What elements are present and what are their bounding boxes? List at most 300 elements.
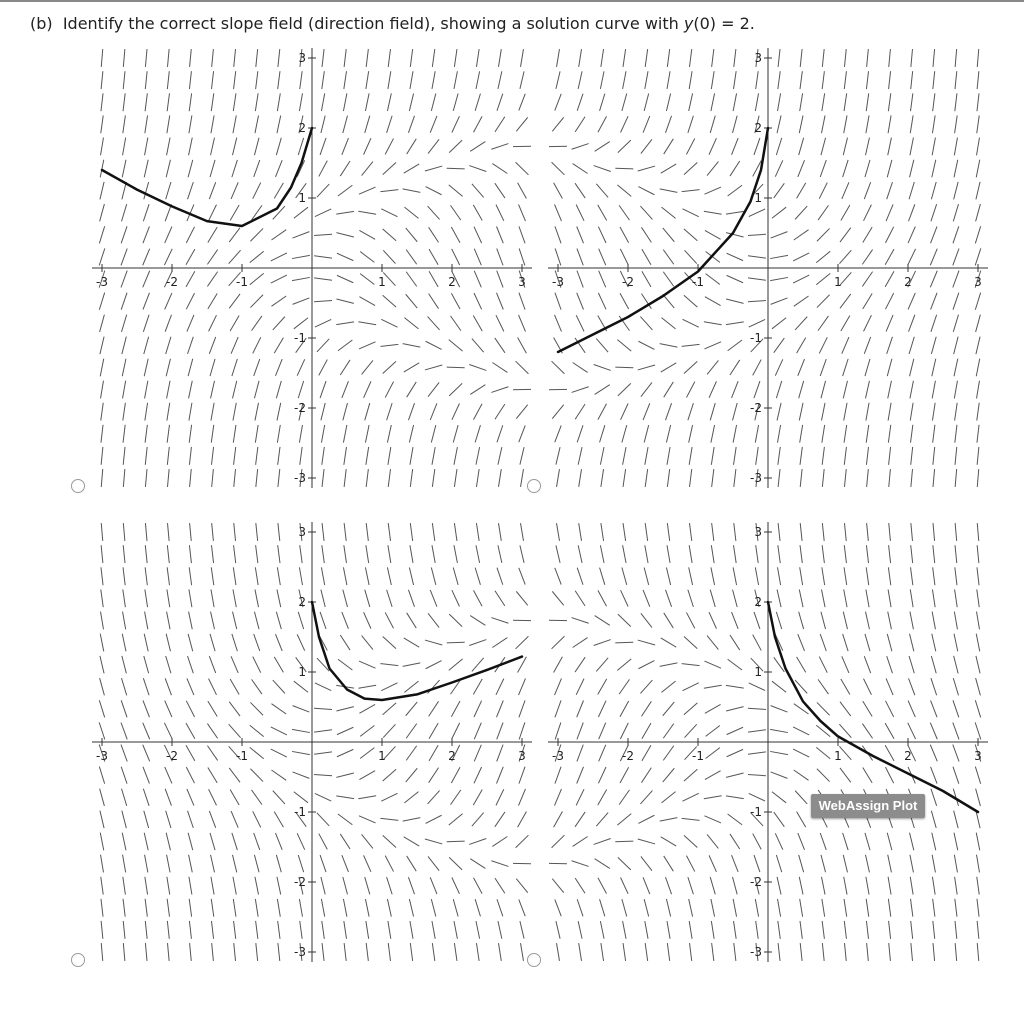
slope-segment (577, 723, 583, 740)
slope-segment (822, 49, 824, 67)
slope-segment (429, 271, 438, 287)
slope-segment (953, 767, 959, 784)
plot-d-svg (548, 522, 988, 962)
slope-segment (953, 723, 959, 740)
slope-segment (230, 205, 239, 221)
slope-segment (404, 792, 418, 803)
slope-segment (642, 249, 651, 265)
slope-segment (689, 921, 692, 939)
slope-segment (840, 702, 851, 716)
slope-segment (430, 403, 437, 420)
slope-segment (684, 769, 698, 781)
slope-segment (863, 701, 872, 716)
slope-segment (426, 187, 442, 195)
slope-segment (684, 636, 697, 648)
slope-segment (449, 185, 463, 197)
slope-segment (931, 700, 937, 717)
slope-segment (688, 877, 694, 894)
slope-segment (274, 338, 283, 354)
slope-segment (336, 773, 353, 777)
slope-segment (733, 403, 738, 420)
slope-segment (684, 162, 697, 174)
slope-segment (730, 635, 740, 650)
slope-segment (497, 271, 503, 288)
slope-segment (212, 523, 214, 541)
slope-segment (866, 921, 868, 939)
slope-segment (910, 833, 914, 850)
slope-segment (143, 204, 149, 221)
slope-segment (492, 638, 507, 648)
slope-segment (706, 274, 720, 285)
slope-segment (552, 117, 563, 131)
slope-segment (643, 403, 650, 420)
slope-segment (122, 678, 127, 695)
slope-segment (497, 249, 503, 266)
slope-segment (844, 425, 847, 443)
slope-segment (866, 138, 870, 156)
slope-segment (428, 206, 440, 219)
slope-segment (519, 700, 525, 717)
slope-segment (887, 656, 893, 673)
slope-segment (404, 837, 419, 846)
slope-segment (683, 319, 699, 327)
slope-segment (710, 403, 715, 420)
slope-segment (819, 183, 827, 199)
slope-segment (474, 227, 482, 243)
slope-segment (555, 789, 562, 806)
option-d-radio[interactable] (527, 953, 541, 967)
slope-segment (864, 337, 870, 354)
slope-segment (711, 71, 714, 89)
slope-field-plot-c (92, 522, 532, 962)
slope-segment (432, 49, 434, 67)
slope-segment (756, 71, 759, 89)
slope-segment (726, 796, 744, 799)
slope-segment (404, 681, 418, 692)
slope-segment (277, 590, 281, 608)
slope-segment (408, 877, 414, 894)
slope-segment (99, 700, 104, 717)
y-tick-label: 2 (754, 121, 762, 135)
slope-segment (143, 249, 150, 266)
slope-segment (684, 703, 698, 715)
slope-segment (821, 138, 826, 155)
x-tick-label: -3 (552, 275, 564, 289)
slope-segment (867, 469, 869, 487)
slope-segment (428, 382, 439, 396)
option-c-radio[interactable] (71, 953, 85, 967)
slope-segment (472, 813, 484, 827)
slope-segment (930, 745, 937, 762)
slope-segment (799, 877, 803, 895)
slope-segment (594, 365, 611, 371)
slope-segment (299, 899, 302, 917)
slope-segment (749, 683, 765, 691)
slope-segment (406, 702, 418, 716)
slope-segment (234, 921, 236, 939)
slope-segment (778, 49, 780, 67)
slope-segment (749, 793, 765, 801)
slope-segment (432, 523, 434, 541)
slope-segment (615, 841, 633, 842)
slope-segment (690, 49, 692, 67)
slope-segment (866, 115, 869, 133)
slope-segment (256, 71, 258, 89)
slope-segment (381, 793, 397, 801)
slope-segment (100, 182, 104, 200)
slope-segment (865, 160, 870, 177)
slope-segment (931, 182, 936, 199)
slope-segment (271, 230, 286, 240)
slope-segment (189, 589, 192, 607)
slope-segment (797, 657, 806, 673)
slope-segment (519, 204, 526, 221)
slope-segment (955, 447, 957, 465)
slope-segment (622, 94, 627, 111)
slope-segment (143, 271, 150, 288)
slope-segment (145, 425, 147, 443)
slope-segment (885, 271, 894, 287)
slope-segment (615, 367, 633, 368)
slope-segment (844, 921, 846, 939)
slope-segment (143, 767, 149, 784)
slope-segment (557, 49, 560, 67)
slope-segment (167, 93, 169, 111)
slope-segment (474, 249, 481, 266)
slope-segment (889, 943, 891, 961)
slope-segment (385, 138, 393, 154)
slope-segment (865, 833, 870, 850)
slope-segment (822, 71, 824, 89)
slope-segment (866, 447, 868, 465)
slope-segment (754, 138, 760, 155)
slope-segment (643, 877, 650, 894)
slope-segment (844, 469, 846, 487)
plot-b-svg (548, 48, 988, 488)
slope-segment (888, 567, 890, 585)
slope-segment (271, 704, 286, 714)
slope-segment (821, 381, 826, 398)
slope-segment (932, 138, 935, 156)
slope-segment (840, 768, 851, 782)
slope-segment (977, 469, 979, 487)
slope-segment (520, 921, 524, 939)
slope-segment (476, 523, 479, 541)
slope-segment (620, 767, 629, 783)
slope-segment (577, 701, 584, 718)
slope-segment (314, 775, 332, 776)
slope-segment (977, 49, 979, 67)
slope-segment (207, 724, 217, 739)
slope-segment (799, 590, 803, 608)
slope-segment (234, 545, 236, 563)
slope-segment (844, 943, 846, 961)
slope-segment (910, 381, 913, 399)
slope-segment (911, 49, 913, 67)
slope-segment (778, 71, 780, 89)
slope-segment (167, 899, 169, 917)
slope-segment (644, 899, 649, 916)
slope-segment (599, 249, 606, 266)
slope-segment (556, 545, 560, 563)
slope-segment (866, 71, 868, 89)
slope-segment (187, 678, 194, 695)
slope-segment (387, 403, 393, 420)
slope-segment (519, 767, 525, 784)
option-a-radio[interactable] (71, 479, 85, 493)
slope-segment (888, 877, 891, 895)
slope-segment (366, 49, 368, 67)
slope-segment (573, 836, 588, 846)
slope-segment (665, 877, 671, 894)
slope-segment (774, 338, 785, 353)
slope-segment (689, 545, 692, 563)
slope-segment (953, 678, 958, 695)
slope-segment (797, 183, 806, 199)
slope-segment (622, 425, 627, 442)
slope-segment (777, 403, 781, 421)
slope-segment (889, 921, 891, 939)
slope-segment (707, 162, 718, 176)
slope-segment (623, 447, 626, 465)
slope-segment (619, 205, 629, 220)
slope-segment (955, 589, 958, 607)
option-b-radio[interactable] (527, 479, 541, 493)
slope-segment (623, 49, 626, 67)
slope-segment (711, 545, 714, 563)
slope-segment (770, 751, 788, 754)
slope-segment (365, 93, 369, 111)
slope-segment (314, 234, 332, 235)
slope-segment (365, 116, 370, 133)
slope-segment (123, 921, 125, 939)
slope-segment (645, 447, 648, 465)
slope-segment (844, 545, 846, 563)
slope-segment (492, 164, 507, 174)
slope-segment (663, 250, 673, 265)
slope-segment (954, 612, 957, 630)
slope-segment (315, 683, 331, 691)
slope-segment (977, 93, 979, 111)
slope-segment (800, 545, 802, 563)
slope-segment (409, 899, 413, 917)
slope-segment (188, 634, 193, 651)
slope-segment (428, 791, 440, 804)
slope-segment (709, 612, 716, 628)
slope-segment (778, 899, 781, 917)
slope-segment (711, 899, 715, 917)
slope-segment (233, 589, 236, 607)
slope-segment (293, 298, 310, 304)
slope-segment (275, 160, 282, 177)
slope-segment (844, 71, 846, 89)
slope-segment (315, 209, 331, 217)
slope-segment (910, 612, 913, 630)
slope-segment (682, 190, 700, 192)
slope-segment (753, 834, 762, 850)
slope-segment (337, 253, 353, 260)
slope-segment (726, 707, 743, 711)
slope-segment (955, 899, 957, 917)
slope-segment (425, 365, 442, 370)
slope-field-plot-d (548, 522, 988, 962)
slope-segment (887, 182, 893, 199)
slope-segment (430, 590, 437, 607)
slope-segment (314, 752, 332, 754)
slope-segment (337, 727, 353, 734)
slope-segment (233, 899, 236, 917)
slope-segment (864, 656, 870, 673)
slope-segment (189, 545, 191, 563)
slope-segment (381, 209, 397, 217)
slope-segment (710, 877, 715, 894)
slope-segment (322, 71, 325, 89)
slope-segment (617, 340, 631, 352)
slope-segment (145, 567, 147, 585)
slope-segment (366, 545, 369, 563)
slope-segment (277, 899, 280, 917)
slope-segment (426, 815, 442, 823)
slope-segment (577, 227, 584, 244)
slope-segment (977, 589, 979, 607)
slope-segment (474, 590, 483, 606)
slope-segment (911, 523, 913, 541)
slope-segment (276, 612, 281, 629)
slope-segment (145, 447, 147, 465)
slope-segment (388, 943, 390, 961)
slope-segment (598, 227, 606, 243)
slope-segment (664, 382, 674, 397)
slope-segment (143, 745, 150, 762)
slope-segment (664, 856, 674, 871)
slope-segment (640, 317, 652, 330)
slope-segment (383, 703, 397, 715)
slope-segment (844, 403, 847, 421)
slope-segment (866, 899, 869, 917)
slope-segment (596, 184, 608, 198)
slope-segment (727, 749, 743, 756)
slope-segment (321, 899, 324, 917)
slope-segment (516, 405, 527, 419)
slope-segment (734, 943, 736, 961)
slope-segment (748, 752, 766, 754)
slope-segment (343, 567, 346, 585)
slope-segment (732, 138, 739, 155)
slope-segment (841, 679, 850, 695)
slope-segment (623, 943, 626, 961)
slope-segment (497, 425, 503, 442)
slope-segment (620, 293, 629, 309)
slope-segment (429, 701, 439, 716)
slope-segment (704, 187, 721, 194)
slope-segment (683, 209, 699, 217)
slope-segment (452, 723, 460, 739)
slope-segment (275, 359, 282, 376)
slope-segment (293, 232, 310, 238)
slope-segment (572, 387, 589, 393)
slope-segment (622, 899, 627, 916)
slope-segment (576, 205, 584, 221)
slope-segment (931, 315, 937, 332)
slope-segment (385, 856, 393, 872)
slope-segment (621, 590, 629, 606)
slope-segment (474, 293, 482, 309)
slope-segment (475, 568, 480, 585)
slope-segment (844, 523, 846, 541)
slope-segment (931, 337, 936, 354)
slope-segment (620, 723, 628, 739)
slope-segment (863, 227, 872, 242)
slope-segment (100, 315, 105, 332)
slope-segment (336, 233, 353, 237)
slope-segment (358, 796, 376, 799)
slope-segment (954, 337, 958, 354)
slope-segment (293, 706, 310, 712)
slope-segment (638, 365, 655, 370)
slope-segment (469, 365, 486, 371)
slope-segment (255, 425, 258, 443)
slope-segment (432, 545, 435, 563)
slope-segment (277, 877, 281, 895)
slope-segment (498, 523, 501, 541)
slope-segment (101, 899, 103, 917)
slope-segment (314, 278, 332, 280)
slope-segment (888, 899, 890, 917)
slope-segment (145, 943, 147, 961)
slope-segment (641, 139, 652, 153)
slope-segment (101, 115, 103, 133)
slope-segment (453, 899, 458, 916)
slope-segment (429, 294, 439, 309)
slope-segment (166, 634, 170, 651)
slope-segment (250, 273, 264, 284)
slope-segment (207, 272, 217, 287)
slope-segment (101, 589, 103, 607)
slope-segment (704, 342, 721, 349)
slope-segment (640, 680, 652, 693)
slope-segment (255, 115, 259, 133)
slope-segment (552, 835, 565, 848)
slope-segment (889, 545, 891, 563)
slope-segment (727, 275, 743, 282)
slope-segment (495, 338, 505, 353)
slope-segment (519, 899, 525, 916)
slope-segment (498, 943, 501, 961)
slope-segment (428, 613, 439, 627)
slope-segment (663, 702, 675, 716)
slope-segment (598, 590, 607, 606)
slope-segment (843, 612, 847, 630)
slope-segment (521, 49, 524, 67)
slope-segment (321, 116, 325, 133)
slope-segment (661, 207, 675, 218)
slope-segment (933, 447, 935, 465)
slope-segment (229, 294, 240, 308)
y-tick-label: 1 (754, 191, 762, 205)
slope-segment (387, 93, 391, 111)
slope-segment (343, 93, 346, 111)
slope-segment (748, 234, 766, 235)
slope-segment (254, 612, 259, 629)
slope-segment (684, 835, 697, 847)
slope-segment (555, 700, 561, 717)
slope-segment (498, 49, 501, 67)
slope-segment (212, 469, 214, 487)
slope-segment (822, 943, 824, 961)
slope-segment (886, 204, 893, 221)
slope-segment (447, 841, 465, 842)
slope-segment (887, 634, 892, 651)
